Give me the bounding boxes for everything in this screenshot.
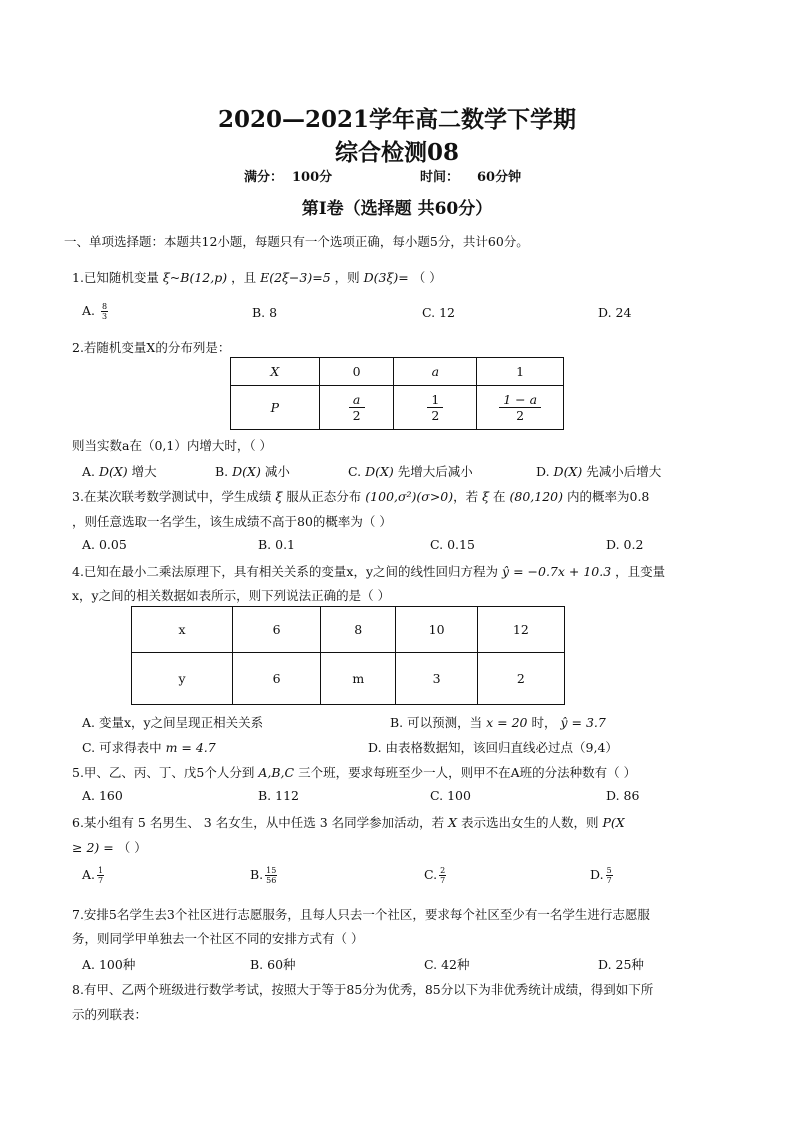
- q4-option-b-math-1: x = 20: [486, 715, 528, 730]
- exam-title-line1: 2020—2021学年高二数学下学期: [217, 106, 577, 133]
- q2-option-a-math: D(X): [99, 464, 128, 479]
- q2-option-b-math: D(X): [232, 464, 261, 479]
- time-value: 60分钟: [477, 170, 522, 185]
- q4-option-c-text: C. 可求得表中: [82, 740, 162, 755]
- q6-option-a-den: 7: [98, 876, 104, 885]
- q6-math-3: ≥ 2) =: [72, 840, 114, 855]
- q2-option-b[interactable]: [215, 462, 290, 480]
- q6-option-c[interactable]: [424, 866, 448, 885]
- q3-text-a: 3.在某次联考数学测试中，学生成绩: [72, 489, 272, 504]
- q7-option-b[interactable]: B. 60种: [250, 957, 296, 972]
- q2-distribution-table: [230, 357, 564, 430]
- score-value: 100分: [292, 170, 333, 185]
- q6-text-b: 表示选出女生的人数，则: [461, 815, 599, 830]
- q2-option-a[interactable]: [82, 462, 157, 480]
- q4-data-table: [131, 606, 565, 705]
- q2-option-b-label: B.: [215, 464, 229, 479]
- q4-option-b-math-2: ŷ = 3.7: [560, 715, 606, 730]
- q1-text-b: ，且: [231, 270, 257, 285]
- q5-text-a: 5.甲、乙、丙、丁、戊5个人分到: [72, 765, 255, 780]
- q6-option-a-num: 1: [98, 866, 104, 875]
- q1-option-c[interactable]: C. 12: [422, 305, 455, 320]
- q7-option-a[interactable]: A. 100种: [82, 957, 136, 972]
- q4-table-row-x: [132, 607, 565, 653]
- q2-cell: 0: [319, 358, 394, 386]
- q6-text-a: 6.某小组有 5 名男生、 3 名女生，从中任选 3 名同学参加活动，若: [72, 815, 445, 830]
- q3-math-2: (100,σ²)(σ>0): [365, 489, 454, 504]
- part1-intro: 一、单项选择题：本题共12小题，每题只有一个选项正确，每小题5分，共计60分。: [64, 234, 529, 249]
- q2-stem: 2.若随机变量X的分布列是：: [72, 340, 231, 355]
- q2-cell: P: [231, 386, 320, 430]
- time-label: 时间：: [420, 170, 460, 185]
- q2-table-row-x: [231, 358, 564, 386]
- q6-option-d[interactable]: [590, 866, 615, 885]
- q4-cell: 6: [232, 607, 320, 653]
- q5-option-b[interactable]: B. 112: [258, 788, 299, 803]
- score-label: 满分：: [244, 170, 284, 185]
- q4-text-b: ，且变量: [615, 564, 666, 579]
- q2-option-d-math: D(X): [553, 464, 583, 479]
- q2-p2-num: 1: [427, 392, 443, 408]
- q6-option-d-den: 7: [606, 876, 612, 885]
- q4-cell: 2: [477, 653, 564, 705]
- q2-option-c-text: 先增大后减小: [397, 464, 473, 479]
- q4-cell: m: [321, 653, 396, 705]
- q4-line2: x，y之间的相关数据如表所示，则下列说法正确的是（ ）: [72, 588, 391, 603]
- q2-p3-num: 1 − a: [499, 392, 541, 408]
- q6-option-c-label: C.: [424, 867, 438, 882]
- q7-line2: 务，则同学甲单独去一个社区不同的安排方式有（ ）: [72, 931, 364, 946]
- q1-text-d: （ ）: [412, 270, 442, 285]
- q2-option-d[interactable]: [536, 462, 661, 480]
- q6-option-b[interactable]: [250, 866, 279, 885]
- q3-option-c[interactable]: C. 0.15: [430, 537, 475, 552]
- q1-option-a-den: 3: [102, 312, 108, 321]
- exam-title-line2: 综合检测08: [334, 139, 459, 166]
- q2-p1-den: 2: [352, 408, 361, 423]
- q2-option-c[interactable]: [348, 462, 473, 480]
- q4-cell: y: [132, 653, 233, 705]
- q4-table-row-y: [132, 653, 565, 705]
- q1-text-c: ，则: [334, 270, 360, 285]
- q3-option-a[interactable]: A. 0.05: [82, 537, 127, 552]
- q3-line1: [72, 487, 649, 505]
- q3-line2: ，则任意选取一名学生，该生成绩不高于80的概率为（ ）: [72, 514, 392, 529]
- q2-option-b-text: 减小: [264, 464, 290, 479]
- q6-option-a-label: A.: [82, 867, 96, 882]
- q4-option-c-math: m = 4.7: [165, 740, 216, 755]
- q7-option-c[interactable]: C. 42种: [424, 957, 470, 972]
- q4-cell: 6: [232, 653, 320, 705]
- q2-followup: 则当实数a在（0,1）内增大时，（ ）: [72, 438, 273, 453]
- q8-line2: 示的列联表：: [72, 1007, 148, 1022]
- q2-cell: a: [394, 358, 477, 386]
- q3-option-b[interactable]: B. 0.1: [258, 537, 296, 552]
- q3-math-4: (80,120): [509, 489, 564, 504]
- q2-cell: 1: [477, 358, 564, 386]
- q1-text-a: 1.已知随机变量: [72, 270, 159, 285]
- q4-cell: x: [132, 607, 233, 653]
- q3-text-e: 内的概率为0.8: [567, 489, 650, 504]
- q4-math-regression: ŷ = −0.7x + 10.3: [502, 564, 612, 579]
- q2-p2-den: 2: [431, 408, 440, 423]
- q1-option-a-label: A.: [82, 303, 96, 318]
- q1-math-3: D(3ξ)=: [363, 270, 409, 285]
- q6-option-b-den: 56: [266, 876, 277, 885]
- q5-option-d[interactable]: D. 86: [606, 788, 640, 803]
- q4-text-a: 4.已知在最小二乘法原理下，具有相关关系的变量x，y之间的线性回归方程为: [72, 564, 499, 579]
- q5-option-c[interactable]: C. 100: [430, 788, 471, 803]
- q1-option-a[interactable]: [82, 302, 110, 321]
- q1-option-a-num: 8: [102, 302, 108, 311]
- q3-math-1: ξ: [275, 489, 283, 504]
- q7-line1: 7.安排5名学生去3个社区进行志愿服务，且每人只去一个社区，要求每个社区至少有一名学生进行志愿服: [72, 907, 650, 922]
- q1-math-2: E(2ξ−3)=5: [260, 270, 331, 285]
- q4-line1: [72, 562, 665, 580]
- q2-cell-p1: [319, 386, 394, 430]
- q6-text-c: （ ）: [117, 840, 147, 855]
- q3-option-d[interactable]: D. 0.2: [606, 537, 644, 552]
- q2-cell-p3: [477, 386, 564, 430]
- q6-option-c-den: 7: [440, 876, 446, 885]
- q2-option-d-label: D.: [536, 464, 550, 479]
- q4-cell: 3: [396, 653, 477, 705]
- q5-stem: [72, 763, 636, 781]
- q3-text-d: 在: [493, 489, 506, 504]
- q3-text-b: 服从正态分布: [286, 489, 362, 504]
- q4-cell: 12: [477, 607, 564, 653]
- q2-p1-num: a: [349, 392, 365, 408]
- q6-option-d-label: D.: [590, 867, 604, 882]
- q1-math-1: ξ~B(12,p): [162, 270, 228, 285]
- q2-option-d-text: 先减小后增大: [586, 464, 662, 479]
- section-title: 第Ⅰ卷（选择题 共60分）: [301, 199, 493, 219]
- q6-option-d-num: 5: [606, 866, 612, 875]
- q2-p3-den: 2: [516, 408, 525, 423]
- q8-line1: 8.有甲、乙两个班级进行数学考试，按照大于等于85分为优秀，85分以下为非优秀统计成绩，得到如下所: [72, 982, 654, 997]
- q4-option-c[interactable]: [82, 738, 216, 756]
- q2-option-a-text: 增大: [131, 464, 157, 479]
- q5-option-a[interactable]: A. 160: [82, 788, 123, 803]
- q6-line1: [72, 813, 625, 831]
- q4-cell: 10: [396, 607, 477, 653]
- q4-option-a[interactable]: A. 变量x，y之间呈现正相关关系: [82, 715, 264, 730]
- q6-option-b-label: B.: [250, 867, 264, 882]
- q4-option-b[interactable]: [390, 713, 606, 731]
- q6-math-2: P(X: [602, 815, 625, 830]
- q4-option-b-text-a: B. 可以预测，当: [390, 715, 483, 730]
- q6-option-c-num: 2: [440, 866, 446, 875]
- q3-text-c: ，若: [453, 489, 479, 504]
- q6-option-b-num: 15: [266, 866, 277, 875]
- q2-option-c-math: D(X): [365, 464, 394, 479]
- q5-math: A,B,C: [258, 765, 295, 780]
- q6-math-1: X: [448, 815, 458, 830]
- q2-option-a-label: A.: [82, 464, 96, 479]
- q6-line2: [72, 838, 147, 856]
- q2-cell: X: [231, 358, 320, 386]
- q2-cell-p2: [394, 386, 477, 430]
- q2-option-c-label: C.: [348, 464, 362, 479]
- q7-option-d[interactable]: D. 25种: [598, 957, 644, 972]
- q3-math-3: ξ: [482, 489, 490, 504]
- q2-table-row-p: [231, 386, 564, 430]
- q1-option-d[interactable]: D. 24: [598, 305, 632, 320]
- q1-stem: [72, 268, 442, 286]
- q4-option-d[interactable]: D. 由表格数据知，该回归直线必过点（9,4）: [368, 740, 618, 755]
- q5-text-b: 三个班，要求每班至少一人，则甲不在A班的分法种数有（ ）: [298, 765, 637, 780]
- q4-cell: 8: [321, 607, 396, 653]
- q1-option-b[interactable]: B. 8: [252, 305, 278, 320]
- q4-option-b-text-b: 时，: [531, 715, 557, 730]
- q6-option-a[interactable]: [82, 866, 106, 885]
